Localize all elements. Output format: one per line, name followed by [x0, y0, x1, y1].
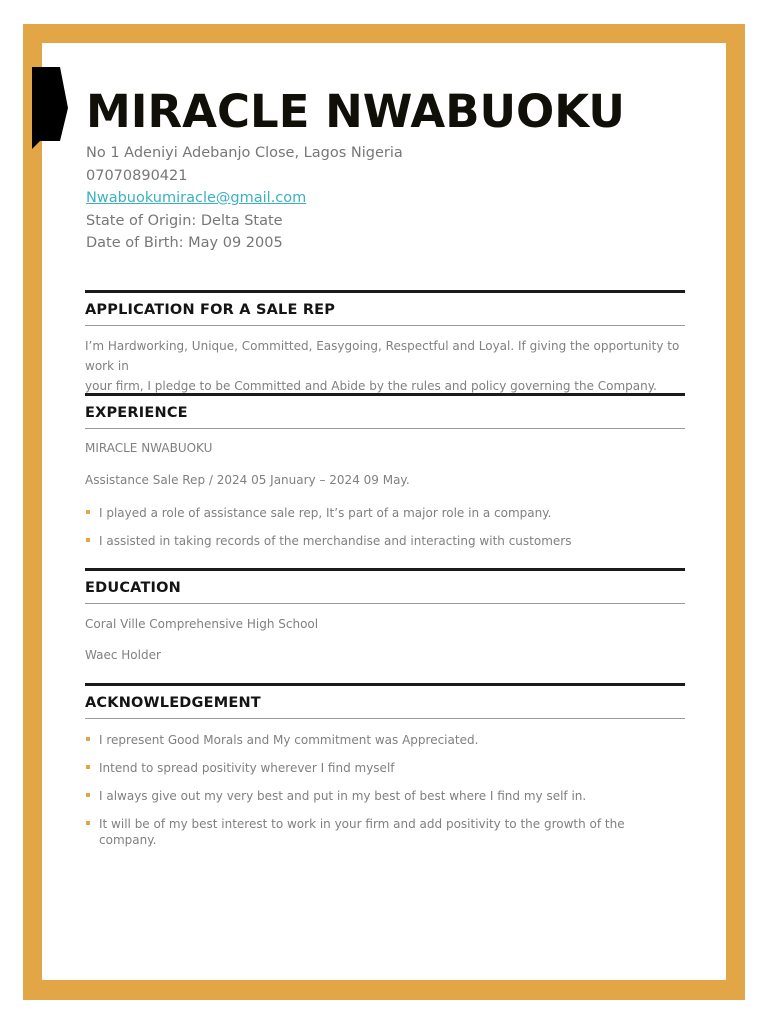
experience-section: [85, 393, 685, 549]
bullet-square-icon: [86, 510, 90, 514]
bullet-square-icon: [86, 737, 90, 741]
education-heading: EDUCATION: [85, 580, 182, 596]
acknowledgement-section: [85, 683, 685, 848]
acknowledgement-bullet: I represent Good Morals and My commitment was Appreciated.: [85, 732, 685, 748]
address: No 1 Adeniyi Adebanjo Close, Lagos Nigeria: [86, 145, 403, 161]
contact-block: [86, 142, 403, 255]
acknowledgement-bullet: It will be of my best interest to work in your firm and add positivity to the growth of the company.: [85, 816, 685, 848]
email-link[interactable]: Nwabuokumiracle@gmail.com: [86, 190, 307, 206]
section-rule-thin: [85, 718, 685, 719]
date-of-birth: Date of Birth: May 09 2005: [86, 235, 283, 251]
applicant-name: MIRACLE NWABUOKU: [86, 85, 625, 138]
bullet-square-icon: [86, 538, 90, 542]
application-line-1: I’m Hardworking, Unique, Committed, Easygoing, Respectful and Loyal. If giving the opportunity to work in: [85, 339, 680, 373]
acknowledgement-bullet: Intend to spread positivity wherever I find myself: [85, 760, 685, 776]
state-of-origin: State of Origin: Delta State: [86, 212, 283, 229]
section-rule-thin: [85, 603, 685, 604]
education-school: Coral Ville Comprehensive High School: [85, 617, 319, 631]
bullet-square-icon: [86, 821, 90, 825]
education-section: [85, 568, 685, 665]
experience-bullet: I played a role of assistance sale rep, It’s part of a major role in a company.: [85, 505, 685, 521]
experience-bullet: I assisted in taking records of the merchandise and interacting with customers: [85, 533, 685, 549]
black-tab-marker: [32, 67, 68, 149]
education-certificate: Waec Holder: [85, 648, 161, 662]
experience-heading: EXPERIENCE: [85, 405, 188, 421]
application-line-2: your firm, I pledge to be Committed and Abide by the rules and policy governing the Company.: [85, 379, 657, 393]
section-rule-thin: [85, 428, 685, 429]
experience-employer: MIRACLE NWABUOKU: [85, 441, 213, 455]
experience-role: Assistance Sale Rep / 2024 05 January – 2024 09 May.: [85, 473, 410, 487]
bullet-square-icon: [86, 793, 90, 797]
phone-number: 07070890421: [86, 167, 188, 184]
bullet-square-icon: [86, 765, 90, 769]
acknowledgement-heading: ACKNOWLEDGEMENT: [85, 695, 261, 711]
application-section: [85, 290, 685, 396]
application-heading: APPLICATION FOR A SALE REP: [85, 302, 336, 318]
acknowledgement-bullet: I always give out my very best and put in my best of best where I find my self in.: [85, 788, 685, 804]
